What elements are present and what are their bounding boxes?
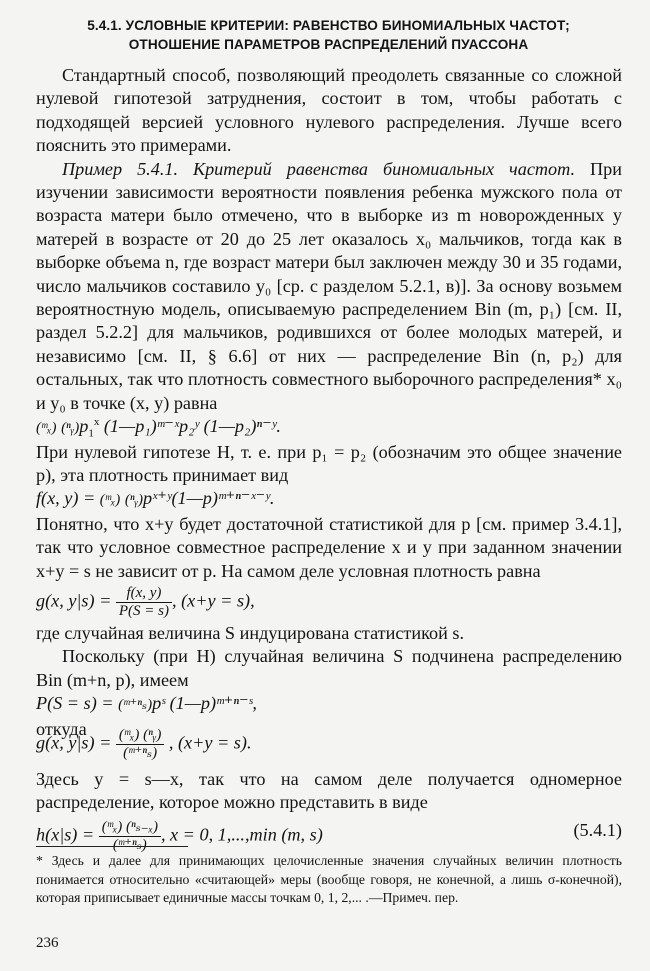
binomial-mn-s: (ᵐ⁺ⁿₛ) — [123, 744, 158, 761]
section-title-line-1: 5.4.1. УСЛОВНЫЕ КРИТЕРИИ: РАВЕНСТВО БИНОМИАЛЬНЫХ ЧАСТОТ; — [87, 18, 570, 33]
equation-conditional-lhs: g(x, y|s) = — [36, 590, 112, 611]
equation-ps-rest: pˢ (1—p)ᵐ⁺ⁿ⁻ˢ, — [152, 693, 257, 714]
binomial-m-x: (ᵐₓ) — [118, 726, 140, 743]
equation-joint-density: (ᵐₓ) $(^nᵧ)p_1^x$ (1—p₁)ᵐ⁻ˣp₂ʸ (1—p₂)ⁿ⁻ʸ. — [36, 416, 281, 440]
fraction-h-numerator — [99, 819, 161, 837]
section-heading — [36, 16, 621, 54]
fraction-h — [99, 819, 161, 854]
footnote-rule — [36, 846, 188, 847]
one-dimensional-paragraph: Здесь y = s—x, так что на самом деле получается одномерное распределение, которое можно представить в виде — [36, 768, 622, 813]
equation-conditional2-lhs: g(x, y|s) = — [36, 732, 112, 753]
equation-5-4-1 — [36, 819, 622, 854]
fraction-numerator: f(x, y) — [116, 585, 172, 603]
example-text: При изучении зависимости вероятности появления ребенка мужского пола от возраста матери было отмечено, что в выборке из m новорожденных у матерей в возрасте от 20 до 25 лет оказалось x₀ мальчиков, тогда как в выборке объема n, где возраст матери был заключен между 30 и 35 годами, число мальчиков составило y₀ [ср. с разделом 5.2.1, в)]. За основу возьмем вероятностную модель, описываемую распределением Bin (m, p₁) [см. II, раздел 5.2.2] для мальчиков, родившихся от более молодых матерей, и независимо [см. II, § 6.6] от них — распределение Bin (n, p₂) для остальных, так что плотность совместного выборочного распределения* x₀ и y₀ в точке (x, y) равна — [36, 158, 623, 413]
intro-paragraph: Стандартный способ, позволяющий преодолеть связанные со сложной нулевой гипотезой затруднения, состоит в том, чтобы работать с подходящей версией условного нулевого распределения. Лучше всего пояснить это примерами. — [36, 65, 622, 156]
random-variable-paragraph: где случайная величина S индуцирована статистикой s. — [36, 622, 465, 643]
distribution-paragraph: Поскольку (при H) случайная величина S подчинена распределению Bin (m+n, p), имеем — [36, 646, 622, 690]
equation-conditional-density — [36, 585, 622, 620]
page-number: 236 — [36, 935, 59, 951]
equation-null-density-lhs: f(x, y) = — [36, 488, 96, 509]
footnote: * Здесь и далее для принимающих целочисленные значения случайных величин плотность понимается относительно «считающей» меры (вообще говоря, не конечной, а лишь σ-конечной), которая приписывает единичные массы точкам 0, 1, 2,... .—Примеч. пер. — [36, 853, 622, 905]
equation-h-lhs: h(x|s) = — [36, 824, 95, 845]
binomial-n-y: (ⁿᵧ) — [143, 726, 162, 743]
binomial-m-x: (ᵐₓ) — [99, 492, 121, 509]
binomial-n-y: (ⁿᵧ) — [124, 492, 144, 509]
binomial-n-sx: (ⁿₛ₋ₓ) — [126, 818, 158, 835]
fraction-binomial-numerator — [116, 727, 164, 745]
equation-conditional2-condition: , (x+y = s). — [168, 732, 252, 753]
equation-ps-lhs: P(S = s) = — [36, 693, 114, 714]
section-title-line-2: ОТНОШЕНИЕ ПАРАМЕТРОВ РАСПРЕДЕЛЕНИЙ ПУАССОНА — [128, 37, 529, 52]
example-label: Пример 5.4.1. Критерий равенства биномиальных частот. — [62, 158, 576, 179]
equation-h-condition: , x = 0, 1,...,min (m, s) — [160, 824, 323, 845]
equation-number: (5.4.1) — [573, 819, 622, 840]
equation-conditional-condition: , (x+y = s), — [172, 590, 255, 611]
binomial-m-x: (ᵐₓ) — [36, 420, 57, 437]
fraction-conditional — [116, 585, 172, 620]
equation-conditional-binomial — [36, 727, 622, 762]
null-hypothesis-paragraph: При нулевой гипотезе H, т. е. при p₁ = p₂ (обозначим это общее значение p), эта плотность принимает вид — [36, 441, 622, 485]
fraction-binomial — [116, 727, 164, 762]
equation-joint-density-rest: (1—p₁)ᵐ⁻ˣp₂ʸ (1—p₂)ⁿ⁻ʸ. — [103, 416, 281, 437]
binomial-mn-s: (ᵐ⁺ⁿₛ) — [118, 697, 153, 714]
equation-null-density — [36, 487, 622, 512]
fraction-denominator: P(S = s) — [118, 602, 170, 619]
example-paragraph — [36, 158, 622, 415]
equation-ps — [36, 692, 622, 717]
whence-text: откуда — [36, 718, 87, 739]
binomial-n-y: (ⁿᵧ) — [61, 420, 80, 437]
body-text — [36, 64, 622, 854]
equation-null-density-rest: pˣ⁺ʸ(1—p)ᵐ⁺ⁿ⁻ˣ⁻ʸ. — [143, 488, 275, 509]
sufficient-statistic-paragraph: Понятно, что x+y будет достаточной статистикой для p [см. пример 3.4.1], так что условное совместное распределение x и y при заданном значении x+y = s не зависит от p. На самом деле условная плотность равна — [36, 513, 622, 581]
binomial-m-x: (ᵐₓ) — [101, 818, 123, 835]
binomial-mn-s: (ᵐ⁺ⁿₛ) — [112, 836, 147, 853]
